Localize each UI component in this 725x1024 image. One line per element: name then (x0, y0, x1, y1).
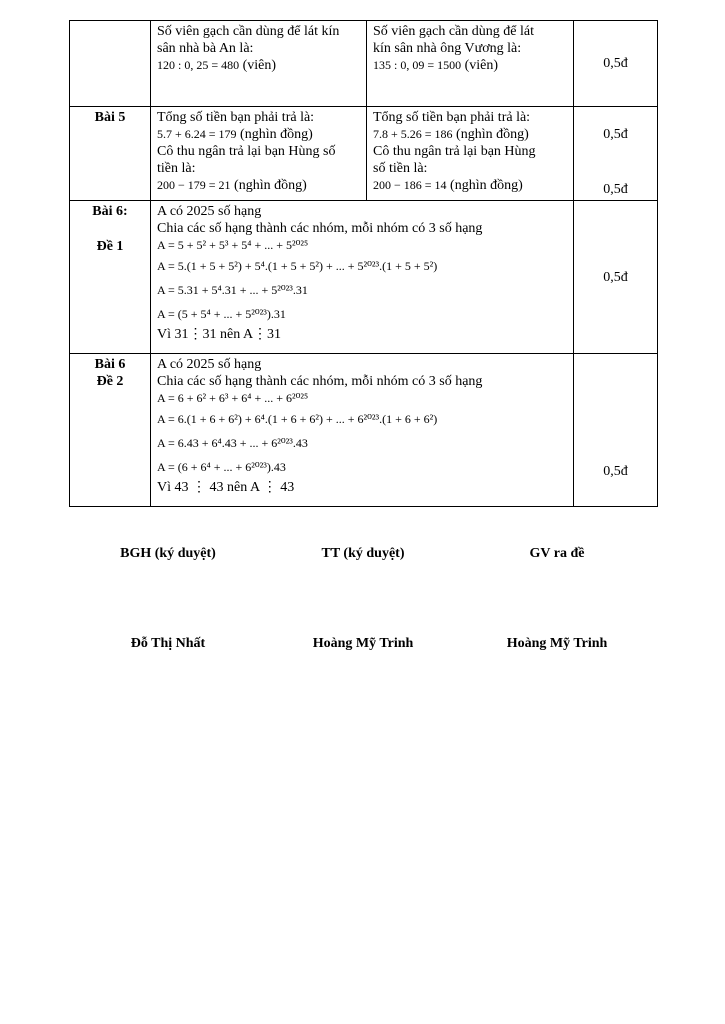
score-value: 0,5đ (603, 127, 628, 142)
score-cell (574, 354, 658, 507)
answer-table (69, 20, 658, 507)
formula: A = 6.43 + 6⁴.43 + ... + 6²⁰²³.43 (157, 436, 308, 450)
row-sublabel: Đề 2 (96, 374, 124, 389)
row-label (70, 21, 151, 107)
signature-role-tt: TT (ký duyệt) (321, 546, 405, 561)
row-label: Bài 6: Đề 1 (70, 201, 151, 354)
solution-cell: A có 2025 số hạng Chia các số hạng thành các nhóm, mỗi nhóm có 3 số hạng A = 5 + 5² + 5³ + 5⁴ + ... + 5²⁰²⁵ A = 5.(1 + 5 + 5²) + 5⁴.(1 + 5 + 5²) + ... + 5²⁰²³.(1 + 5 + 5²) A = 5.31 + 5⁴.31 + ... + 5²⁰²³.31 A = (5 + 5⁴ + ... + 5²⁰²³).31 Vì 31⋮31 nên A⋮31 (151, 201, 574, 354)
answer-cell-de2: Số viên gạch cần dùng để lát kín sân nhà ông Vương là: 135 : 0, 09 = 1500 (viên) (367, 21, 574, 107)
formula: A = (6 + 6⁴ + ... + 6²⁰²³).43 (157, 460, 286, 474)
formula: 200 − 186 = 14 (373, 178, 447, 192)
score-value: 0,5đ (603, 269, 628, 285)
formula: A = 5.31 + 5⁴.31 + ... + 5²⁰²³.31 (157, 283, 308, 297)
formula: A = 5.(1 + 5 + 5²) + 5⁴.(1 + 5 + 5²) + ... + 5²⁰²³.(1 + 5 + 5²) (157, 259, 438, 273)
formula: 135 : 0, 09 = 1500 (373, 58, 462, 72)
answer-cell-de1: Tổng số tiền bạn phải trả là: 5.7 + 6.24 = 179 (nghìn đồng) Cô thu ngân trả lại bạn Hùng số tiền là: 200 − 179 = 21 (nghìn đồng) (151, 107, 367, 201)
row-sublabel: Đề 1 (96, 239, 124, 254)
score-cell (574, 107, 658, 201)
answer-cell-de2: Tổng số tiền bạn phải trả là: 7.8 + 5.26 = 186 (nghìn đồng) Cô thu ngân trả lại bạn Hùng số tiền là: 200 − 186 = 14 (nghìn đồng) (367, 107, 574, 201)
formula: 120 : 0, 25 = 480 (157, 58, 240, 72)
score-value: 0,5đ (603, 464, 628, 479)
score-cell (574, 21, 658, 107)
table-row (70, 107, 658, 201)
signature-role-bgh: BGH (ký duyệt) (120, 546, 216, 561)
signature-name-gv: Hoàng Mỹ Trinh (506, 636, 608, 651)
formula: 200 − 179 = 21 (157, 178, 231, 192)
table-row (70, 354, 658, 507)
formula: 7.8 + 5.26 = 186 (373, 127, 453, 141)
formula: A = 6.(1 + 6 + 6²) + 6⁴.(1 + 6 + 6²) + ... + 6²⁰²³.(1 + 6 + 6²) (157, 412, 438, 426)
signature-name-tt: Hoàng Mỹ Trinh (312, 636, 414, 651)
table-row (70, 21, 658, 107)
score-value: 0,5đ (603, 182, 628, 197)
formula: A = 6 + 6² + 6³ + 6⁴ + ... + 6²⁰²⁵ (157, 391, 309, 405)
answer-cell-de1: Số viên gạch cần dùng để lát kín sân nhà bà An là: 120 : 0, 25 = 480 (viên) (151, 21, 367, 107)
row-label: Bài 6 Đề 2 (70, 354, 151, 507)
score-value: 0,5đ (603, 56, 628, 71)
score-cell (574, 201, 658, 354)
formula: A = 5 + 5² + 5³ + 5⁴ + ... + 5²⁰²⁵ (157, 238, 309, 252)
row-label: Bài 5 (70, 107, 151, 201)
formula: A = (5 + 5⁴ + ... + 5²⁰²³).31 (157, 307, 286, 321)
solution-cell: A có 2025 số hạng Chia các số hạng thành các nhóm, mỗi nhóm có 3 số hạng A = 6 + 6² + 6³ + 6⁴ + ... + 6²⁰²⁵ A = 6.(1 + 6 + 6²) + 6⁴.(1 + 6 + 6²) + ... + 6²⁰²³.(1 + 6 + 6²) A = 6.43 + 6⁴.43 + ... + 6²⁰²³.43 A = (6 + 6⁴ + ... + 6²⁰²³).43 Vì 43 ⋮ 43 nên A ⋮ 43 (151, 354, 574, 507)
table-row (70, 201, 658, 354)
signature-name-bgh: Đỗ Thị Nhất (130, 636, 206, 651)
formula: 5.7 + 6.24 = 179 (157, 127, 237, 141)
signature-role-gv: GV ra đề (529, 546, 585, 561)
